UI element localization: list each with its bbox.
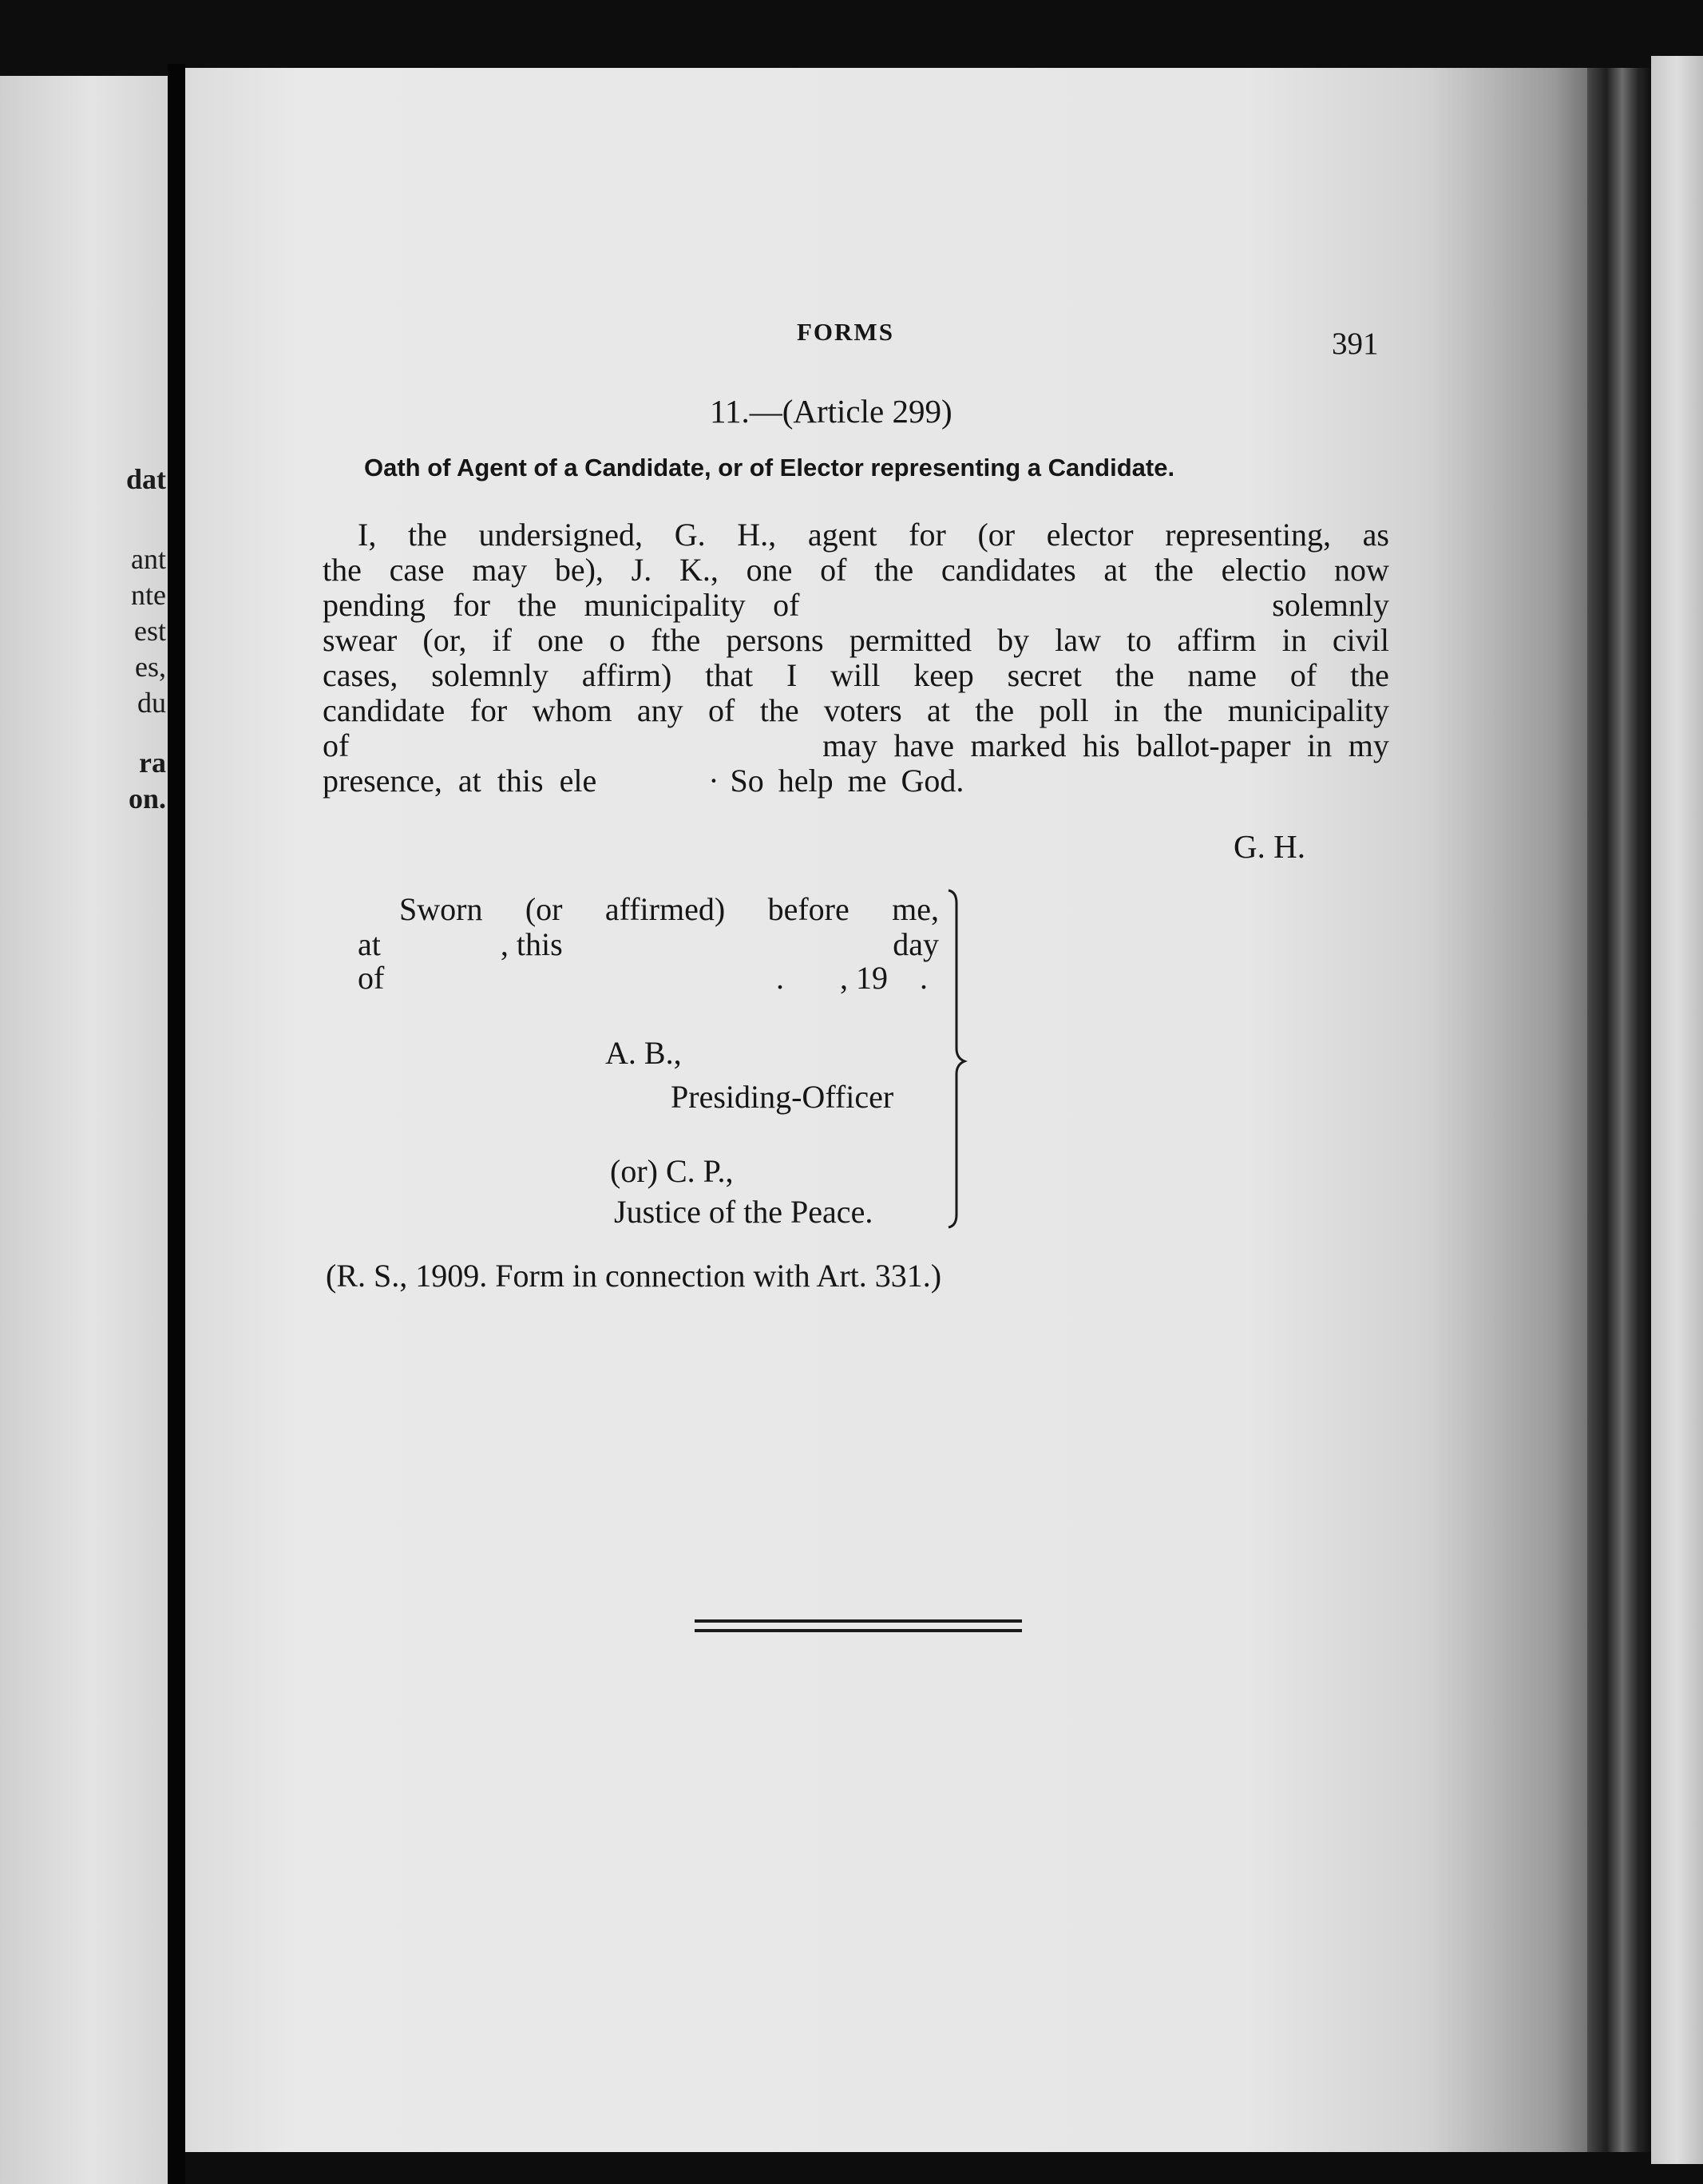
oath-line: the case may be), J. K., one of the candidates at the electio now: [323, 552, 1389, 588]
oath-line: of may have marked his ballot-paper in my: [323, 727, 1389, 763]
closing-rule-top: [695, 1619, 1022, 1623]
page-number: 391: [1332, 327, 1379, 361]
jurat-line: of . , 19 .: [358, 960, 928, 996]
facing-page-word-fragment: nte: [131, 579, 166, 611]
presiding-officer-title: Presiding-Officer: [671, 1079, 894, 1115]
page-edge-shadow: [1587, 68, 1651, 2152]
facing-page-fragment: [0, 76, 168, 2184]
statute-citation: (R. S., 1909. Form in connection with Art. 331.): [326, 1258, 942, 1294]
oath-line: presence, at this ele · So help me God.: [323, 763, 964, 799]
presiding-officer-name: A. B.,: [605, 1035, 682, 1071]
closing-rule-bottom: [695, 1629, 1022, 1632]
form-subtitle: Oath of Agent of a Candidate, or of Elector representing a Candidate.: [364, 454, 1175, 482]
facing-page-word-fragment: ra: [139, 747, 166, 779]
justice-title: Justice of the Peace.: [614, 1194, 873, 1230]
oath-line: cases, solemnly affirm) that I will keep secret the name of the: [323, 657, 1389, 693]
facing-page-word-fragment: es,: [135, 651, 166, 683]
running-head: FORMS: [797, 318, 894, 346]
facing-page-word-fragment: dat: [125, 463, 166, 495]
facing-page-word-fragment: ant: [131, 543, 166, 575]
oath-line: swear (or, if one o fthe persons permitted by law to affirm in civil: [323, 622, 1389, 658]
facing-page-word-fragment: du: [137, 687, 166, 719]
jurat-line: Sworn (or affirmed) before me,: [399, 891, 939, 927]
form-title: 11.—(Article 299): [710, 393, 952, 430]
book-gutter: [168, 64, 185, 2184]
oath-line: pending for the municipality of solemnly: [323, 587, 1389, 623]
page-stack-edge: [1651, 56, 1703, 2164]
deponent-signature: G. H.: [1234, 828, 1305, 865]
oath-line: I, the undersigned, G. H., agent for (or elector representing, as: [358, 517, 1389, 553]
facing-page-word-fragment: est: [134, 615, 166, 647]
justice-name: (or) C. P.,: [610, 1153, 734, 1189]
jurat-line: at , this day: [358, 926, 939, 962]
oath-line: candidate for whom any of the voters at the poll in the municipality: [323, 692, 1389, 728]
oath-paragraph: [323, 517, 1389, 799]
jurat-brace: [945, 889, 968, 1229]
facing-page-word-fragment: on.: [128, 783, 166, 815]
